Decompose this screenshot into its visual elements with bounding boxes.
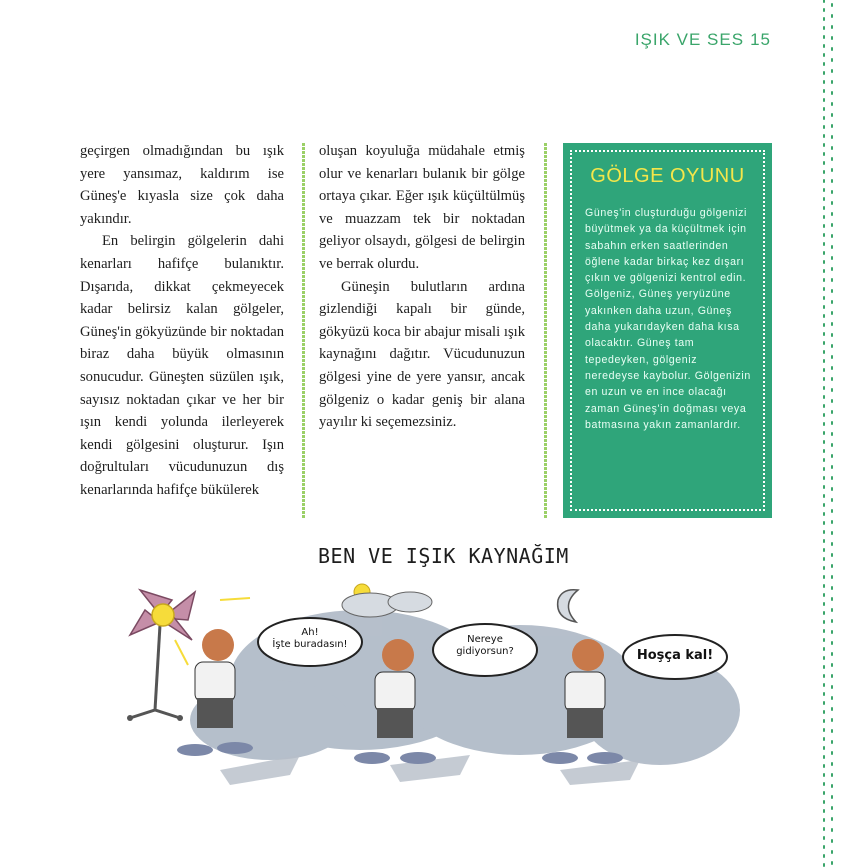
- running-header: [635, 30, 771, 50]
- column-divider: [302, 143, 305, 519]
- bubble-line: İşte buradasın!: [272, 639, 348, 650]
- comic-illustration: [100, 570, 750, 850]
- sidebar-body: Güneş'in cluşturduğu gölgenizi büyütmek ya da küçültmek için sabahın erken saatlerinden öğlene kadar birkaç kez dışarı çıkın ve gölgenizi kentrol edin. Gölgeniz, Güneş yeryüzüne yakınken daha uzun, Güneş daha yukarıdayken daha kısa olacaktır. Güneş tam tepedeyken, gölgeniz neredeyse kaybolur. Gölgenizin en uzun ve en ince olacağı zaman Güneş'in doğması veya batmasına yakın zamanlardır.: [585, 207, 751, 431]
- header-title: IŞIK VE SES: [634, 30, 745, 49]
- speech-bubble-1: [260, 627, 360, 651]
- speech-bubble-2: [435, 634, 535, 658]
- text-column-2: [319, 140, 525, 434]
- speech-bubble-3: [625, 650, 725, 662]
- comic-title: BEN VE IŞIK KAYNAĞIM: [318, 544, 569, 568]
- sidebar-title: GÖLGE OYUNU: [590, 165, 745, 187]
- paragraph: Güneşin bulutların ardına gizlendiği kapalı bir günde, gökyüzü koca bir abajur misali ışık kaynağını dağıtır. Vücudunuzun gölgesi yine de yere yansır, ancak gölgeniz o kadar geniş bir alana yayılır ki seçemezsiniz.: [319, 278, 525, 431]
- paragraph: geçirgen olmadığından bu ışık yere yansımaz, kaldırım ise Güneş'e kıyasla size çok daha yakındır.: [80, 143, 284, 227]
- column-divider: [544, 143, 547, 519]
- comic-drawing: [100, 570, 750, 850]
- page-number: 15: [750, 30, 771, 49]
- bubble-line: Ah!: [301, 627, 319, 638]
- bubble-line: gidiyorsun?: [456, 646, 514, 657]
- bubble-line: Nereye: [467, 634, 503, 645]
- text-column-1: [80, 140, 284, 502]
- sidebar-box: [563, 143, 772, 518]
- dotted-page-border: [818, 0, 840, 867]
- bubble-line: Hoşça kal!: [636, 648, 714, 663]
- cloud-sun-icon: [342, 584, 432, 617]
- paragraph: En belirgin gölgelerin dahi kenarları hafifçe bulanıktır. Dışarıda, dikkat çekmeyecek kadar belirsiz kalan gölgeler, Güneş'in gökyüzünde bir noktadan biraz daha büyük olmasının sonucudur. Güneşten süzülen ışık, sayısız noktadan çıkar ve her bir ışın kendi yolunda ilerleyerek kendi gölgesini oluşturur. Işın doğrultuları vücudunuzun dış kenarlarında hafifçe bükülerek: [80, 233, 284, 498]
- moon-icon: [558, 590, 578, 622]
- paragraph: oluşan koyuluğa müdahale etmiş olur ve kenarları bulanık bir gölge ortaya çıkar. Eğer ışık küçültülmüş ve muazzam tek bir noktadan geliyor olsaydı, gölgesi de belirgin ve berrak olurdu.: [319, 143, 525, 272]
